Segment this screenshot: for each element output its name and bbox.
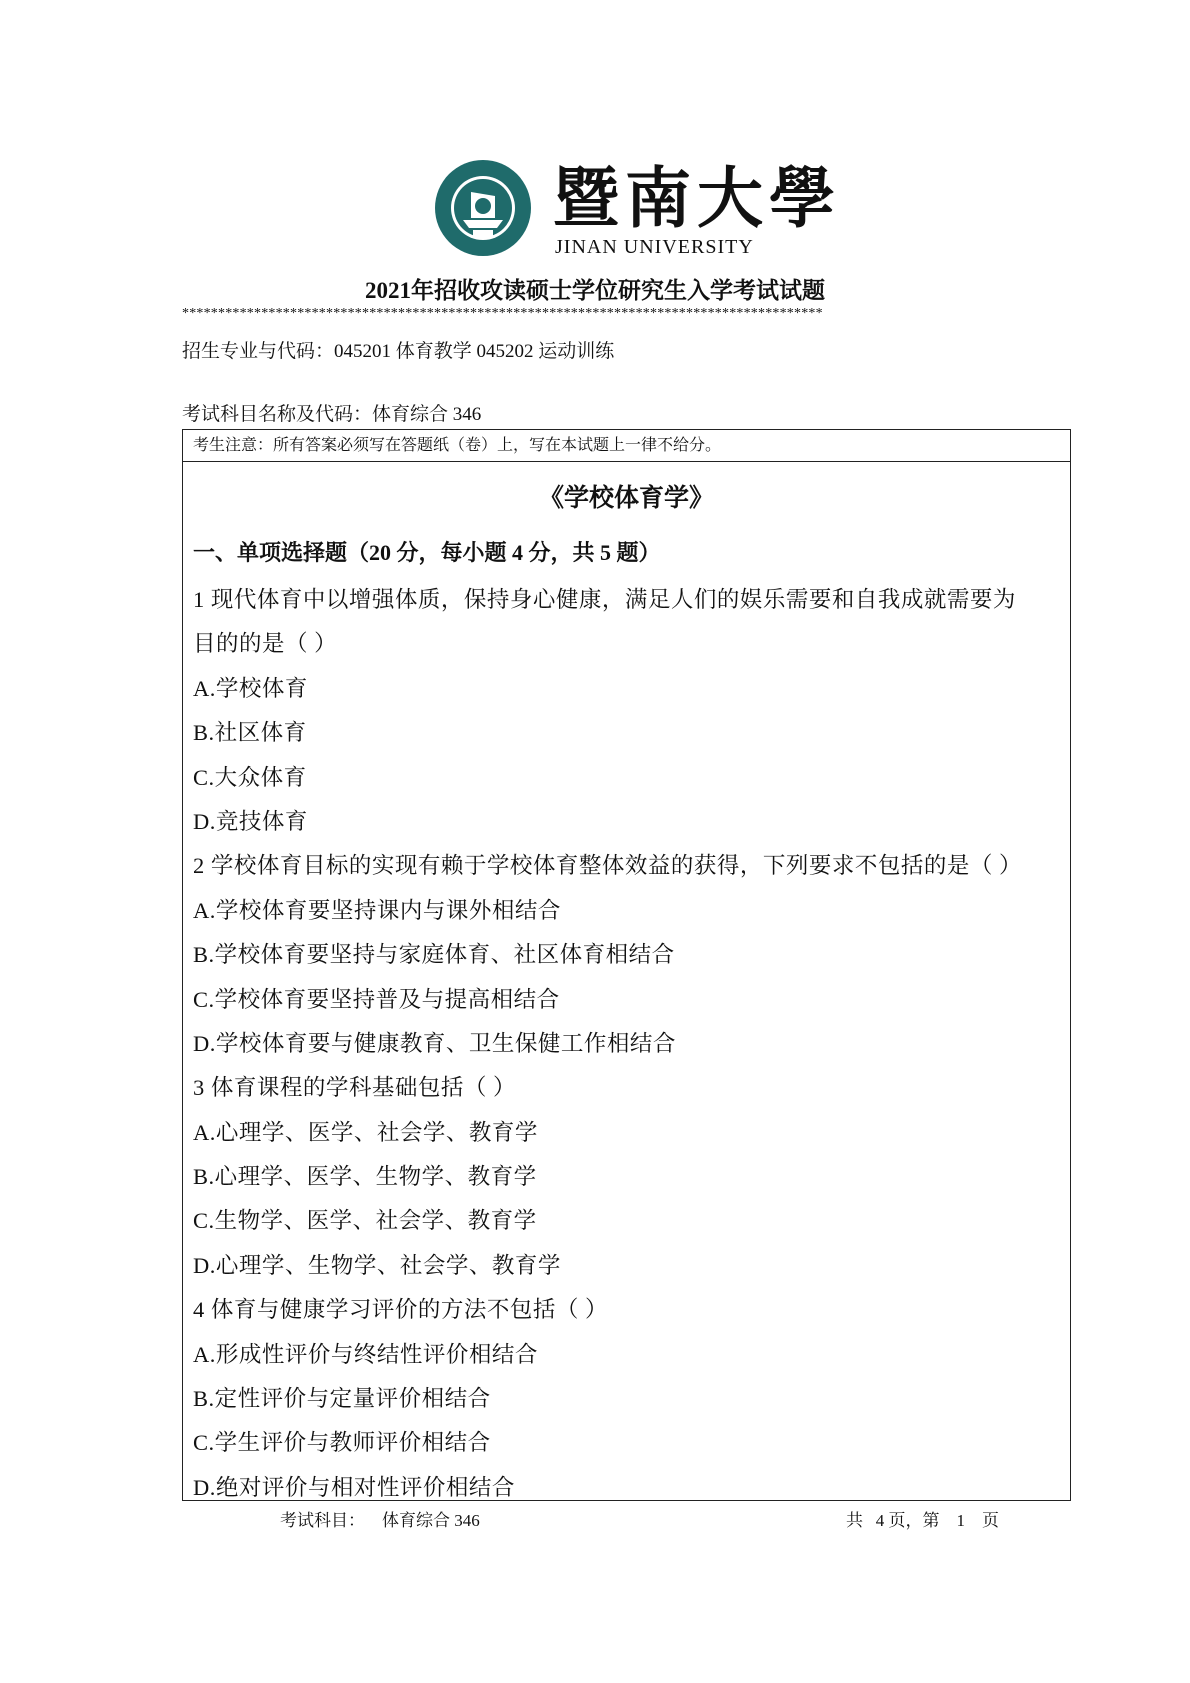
- question-line: C.大众体育: [193, 764, 307, 790]
- question-line: A.形成性评价与终结性评价相结合: [193, 1341, 538, 1367]
- logo-english-name: JINAN UNIVERSITY: [555, 236, 754, 258]
- logo-chinese-name: 暨南大學: [553, 159, 841, 237]
- question-line: A.学校体育: [193, 675, 308, 701]
- question-line: 4 体育与健康学习评价的方法不包括（ ）: [193, 1297, 609, 1323]
- subject-line: 考试科目名称及代码：体育综合 346: [182, 404, 482, 425]
- question-list: [193, 578, 1062, 1510]
- exam-content-box: [182, 429, 1071, 1501]
- question-line: A.学校体育要坚持课内与课外相结合: [193, 897, 561, 923]
- separator: *****************************************************************************************: [182, 306, 823, 321]
- question-line: D.心理学、生物学、社会学、教育学: [193, 1252, 561, 1278]
- question-line: B.社区体育: [193, 720, 307, 746]
- question-line: D.竞技体育: [193, 808, 308, 834]
- question-line: 3 体育课程的学科基础包括（ ）: [193, 1075, 517, 1101]
- exam-title: 2021年招收攻读硕士学位研究生入学考试试题: [365, 278, 825, 303]
- question-line: C.学校体育要坚持普及与提高相结合: [193, 986, 560, 1012]
- notice: 考生注意：所有答案必须写在答题纸（卷）上，写在本试题上一律不给分。: [183, 430, 1070, 462]
- footer-page-number: 共 4 页，第 1 页: [846, 1511, 999, 1530]
- question-line: D.绝对评价与相对性评价相结合: [193, 1474, 515, 1500]
- university-seal-icon: [433, 158, 533, 258]
- question-line: 2 学校体育目标的实现有赖于学校体育整体效益的获得，下列要求不包括的是（ ）: [193, 853, 1023, 879]
- question-line: 目的的是（ ）: [193, 631, 338, 657]
- question-line: B.学校体育要坚持与家庭体育、社区体育相结合: [193, 942, 675, 968]
- question-line: 1 现代体育中以增强体质，保持身心健康，满足人们的娱乐需要和自我成就需要为: [193, 587, 1016, 612]
- part-heading: 一、单项选择题（20 分，每小题 4 分，共 5 题）: [193, 540, 661, 565]
- question-line: C.学生评价与教师评价相结合: [193, 1430, 491, 1456]
- question-line: C.生物学、医学、社会学、教育学: [193, 1208, 537, 1234]
- question-line: B.定性评价与定量评价相结合: [193, 1386, 491, 1412]
- question-line: D.学校体育要与健康教育、卫生保健工作相结合: [193, 1030, 676, 1056]
- question-line: A.心理学、医学、社会学、教育学: [193, 1119, 538, 1145]
- question-line: B.心理学、医学、生物学、教育学: [193, 1164, 537, 1190]
- footer-subject: 考试科目： 体育综合 346: [280, 1511, 480, 1530]
- section-title: 《学校体育学》: [538, 485, 714, 512]
- major-line: 招生专业与代码：045201 体育教学 045202 运动训练: [182, 341, 615, 362]
